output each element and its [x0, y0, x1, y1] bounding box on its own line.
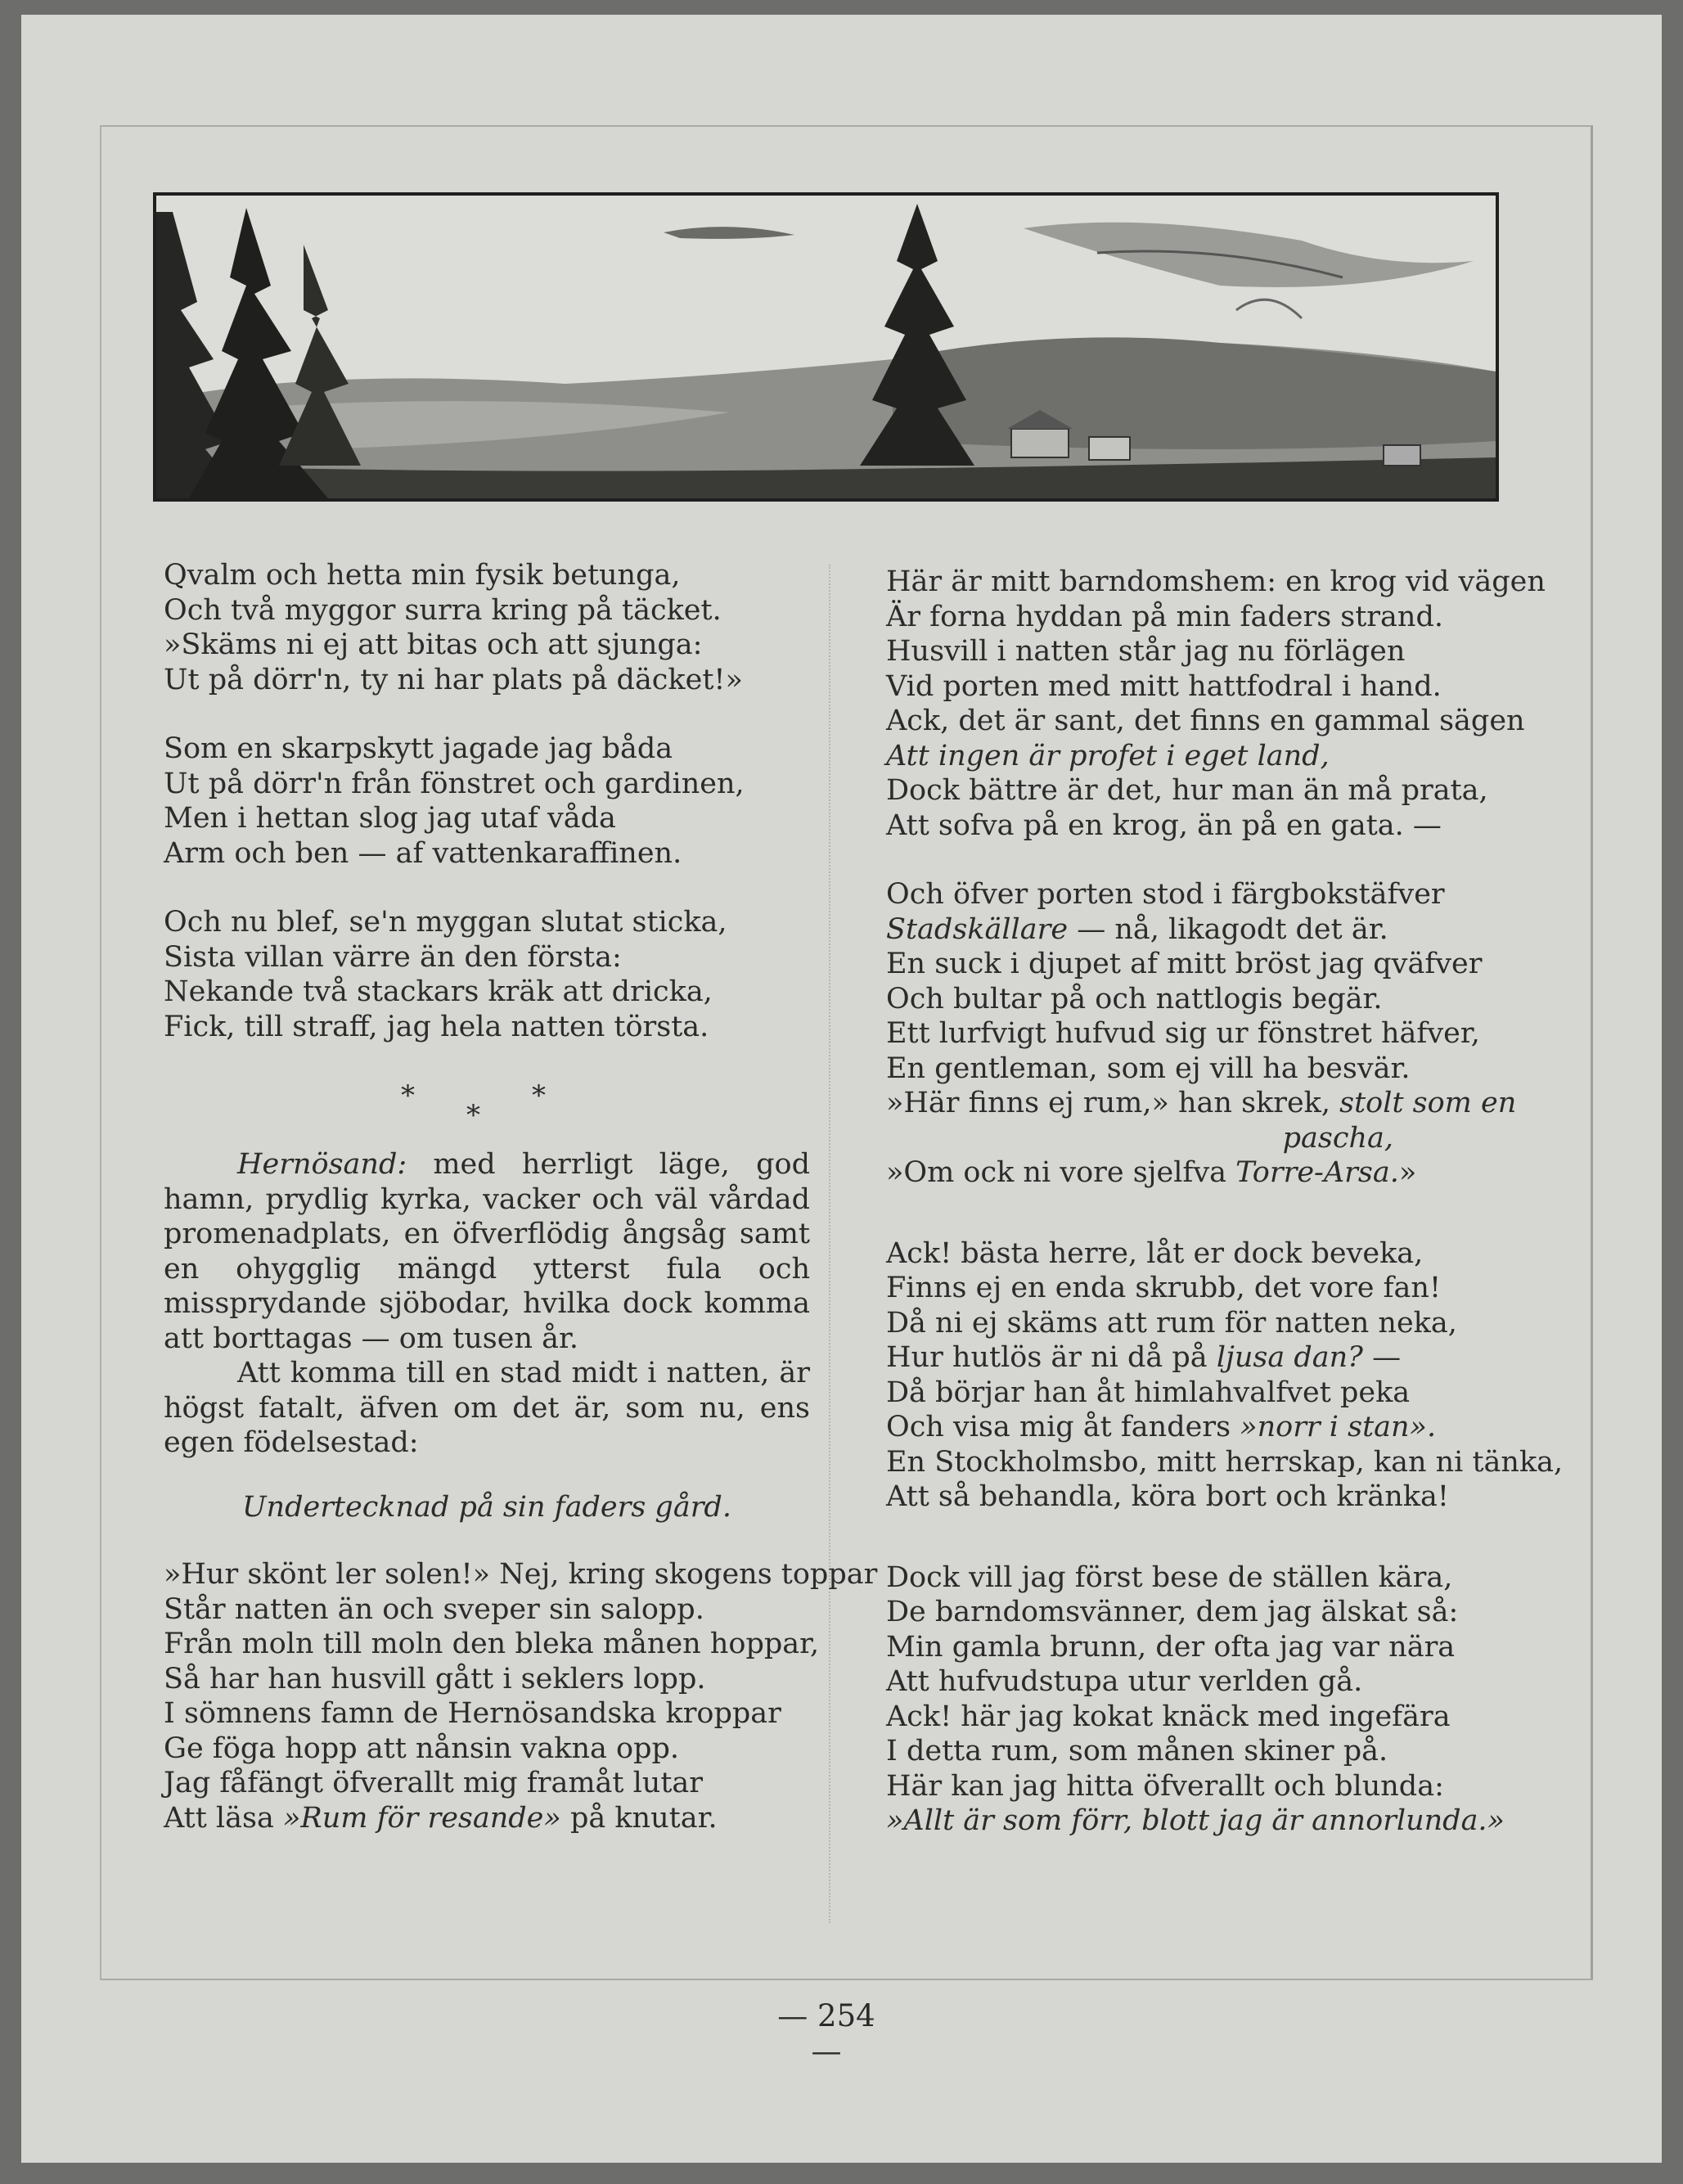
verse-fragment: Hur hutlös är ni då på — [886, 1341, 1208, 1374]
verse-line: Ett lurfvigt hufvud sig ur fönstret häfver, — [886, 1017, 1480, 1050]
signature-line: Undertecknad på sin faders gård. — [242, 1490, 731, 1524]
verse-line: Dock bättre är det, hur man än må prata, — [886, 774, 1488, 807]
verse-fragment: — nå, likagodt det är. — [1077, 912, 1388, 946]
verse-line: »Skäms ni ej att bitas och att sjunga: — [164, 628, 703, 661]
verse-line: Här är mitt barndomshem: en krog vid vägen — [886, 565, 1546, 598]
column-divider — [829, 565, 830, 1923]
verse-line — [886, 1155, 1541, 1191]
verse-line: En Stockholmsbo, mitt herrskap, kan ni tänka, — [886, 1445, 1564, 1479]
verse-line: Att hufvudstupa utur verlden gå. — [886, 1665, 1363, 1698]
verse-line: Husvill i natten står jag nu förlägen — [886, 635, 1406, 668]
landscape-illustration-icon — [153, 192, 1499, 502]
star-glyph: * — [532, 1079, 546, 1112]
verse-line: Ack! här jag kokat knäck med ingefära — [886, 1700, 1451, 1733]
verse-line: Nekande två stackars kräk att dricka, — [164, 975, 713, 1008]
poem-stanza-3 — [164, 905, 810, 1044]
verse-line: Som en skarpskytt jagade jag båda — [164, 732, 673, 765]
verse-line: Är forna hyddan på min faders strand. — [886, 600, 1443, 633]
verse-fragment-italic: Stadskällare — [886, 912, 1069, 946]
verse-fragment-italic: Torre-Arsa. — [1235, 1156, 1399, 1189]
verse-line: Finns ej en enda skrubb, det vore fan! — [886, 1272, 1442, 1304]
prose-paragraph-hernosand — [164, 1147, 810, 1461]
verse-line: Ut på dörr'n från fönstret och gardinen, — [164, 767, 745, 800]
verse-line: I detta rum, som månen skiner på. — [886, 1735, 1388, 1767]
prose-text: med herrligt läge, god hamn, prydlig kyrka, vacker och väl vårdad promenadplats, en öfverflödig ångsåg samt en ohygglig mängd ytterst fula och missprydande sjöbodar, hvilka dock komma att borttagas — om tusen år. — [164, 1148, 810, 1355]
verse-line: Jag fåfängt öfverallt mig framåt lutar — [164, 1767, 704, 1799]
verse-line: Och öfver porten stod i färgbokstäfver — [886, 878, 1445, 911]
place-label: Hernösand: — [237, 1148, 407, 1181]
verse-fragment: »Här finns ej rum,» han skrek, — [886, 1087, 1331, 1119]
verse-line: Från moln till moln den bleka månen hoppar, — [164, 1628, 820, 1660]
verse-line: I sömnens famn de Hernösandska kroppar — [164, 1697, 781, 1730]
verse-fragment-italic: stolt som en — [1339, 1087, 1517, 1119]
star-glyph: * — [401, 1079, 415, 1112]
verse-fragment: » — [1398, 1156, 1417, 1189]
right-column — [886, 565, 1564, 1873]
verse-line: Då börjar han åt himlahvalfvet peka — [886, 1376, 1411, 1409]
section-stars — [164, 1078, 810, 1147]
verse-line: Vid porten med mitt hattfodral i hand. — [886, 669, 1442, 703]
verse-fragment: på knutar. — [569, 1801, 718, 1835]
verse-line: De barndomsvänner, dem jag älskat så: — [886, 1596, 1459, 1628]
verse-line: Att sofva på en krog, än på en gata. — — [886, 808, 1442, 842]
poem-stanza-r2 — [886, 877, 1541, 1191]
verse-fragment-italic: »Rum för resande» — [282, 1801, 561, 1835]
verse-line: Min gamla brunn, der ofta jag var nära — [886, 1630, 1456, 1664]
verse-line: En gentleman, som ej vill ha besvär. — [886, 1051, 1411, 1085]
verse-line: Står natten än och sveper sin salopp. — [164, 1592, 704, 1626]
verse-line-italic: »Allt är som förr, blott jag är annorlunda.» — [886, 1804, 1505, 1837]
verse-line: En suck i djupet af mitt bröst jag qväfver — [886, 948, 1483, 980]
verse-line — [164, 1801, 810, 1836]
verse-fragment-italic: »norr i stan». — [1240, 1411, 1437, 1443]
prose-text-2: Att komma till en stad midt i natten, är högst fatalt, äfven om det är, som nu, ens egen födelsestad: — [164, 1357, 810, 1459]
poem-stanza-r1 — [886, 565, 1546, 843]
verse-line: Dock vill jag först bese de ställen kära, — [886, 1560, 1453, 1594]
verse-line — [886, 1086, 1541, 1121]
poem-stanza-r4 — [886, 1560, 1541, 1839]
verse-line: Ack, det är sant, det finns en gammal sägen — [886, 705, 1525, 737]
verse-line: Ge föga hopp att nånsin vakna opp. — [164, 1731, 680, 1765]
verse-fragment: — — [1372, 1341, 1402, 1374]
page-number: — 254 — — [777, 1998, 875, 2069]
verse-line: Då ni ej skäms att rum för natten neka, — [886, 1306, 1457, 1340]
verse-line: Att så behandla, köra bort och kränka! — [886, 1480, 1449, 1513]
poem-stanza-4 — [164, 1557, 878, 1835]
verse-line: Men i hettan slog jag utaf våda — [164, 802, 616, 835]
verse-line: Fick, till straff, jag hela natten törsta. — [164, 1010, 709, 1043]
verse-line: Och två myggor surra kring på täcket. — [164, 593, 722, 627]
verse-line: Arm och ben — af vattenkaraffinen. — [164, 836, 682, 870]
verse-fragment: Att läsa — [164, 1801, 274, 1835]
poem-stanza-2 — [164, 732, 810, 871]
verse-line: Ack! bästa herre, låt er dock beveka, — [886, 1236, 1424, 1270]
verse-line — [886, 912, 1541, 948]
verse-line: Och bultar på och nattlogis begär. — [886, 982, 1383, 1015]
verse-line: Så har han husvill gått i seklers lopp. — [164, 1662, 706, 1695]
verse-line — [886, 1410, 1541, 1445]
verse-continuation: pascha, — [1282, 1121, 1393, 1155]
poem-stanza-1 — [164, 558, 810, 697]
verse-line: Sista villan värre än den första: — [164, 940, 622, 974]
verse-line: Qvalm och hetta min fysik betunga, — [164, 559, 681, 592]
verse-line: Och nu blef, se'n myggan slutat sticka, — [164, 906, 727, 939]
verse-line-italic: Att ingen är profet i eget land, — [886, 739, 1330, 772]
verse-fragment: Och visa mig åt fanders — [886, 1411, 1231, 1443]
star-glyph: * — [466, 1099, 480, 1132]
poem-stanza-r3 — [886, 1236, 1564, 1515]
verse-line — [886, 1340, 1541, 1376]
verse-line: Ut på dörr'n, ty ni har plats på däcket!» — [164, 663, 743, 696]
left-column — [164, 558, 878, 1870]
verse-line: »Hur skönt ler solen!» Nej, kring skogens toppar — [164, 1558, 878, 1591]
verse-fragment-italic: ljusa dan? — [1216, 1341, 1363, 1374]
verse-line: Här kan jag hitta öfverallt och blunda: — [886, 1769, 1444, 1803]
verse-fragment: »Om ock ni vore sjelfva — [886, 1156, 1227, 1189]
